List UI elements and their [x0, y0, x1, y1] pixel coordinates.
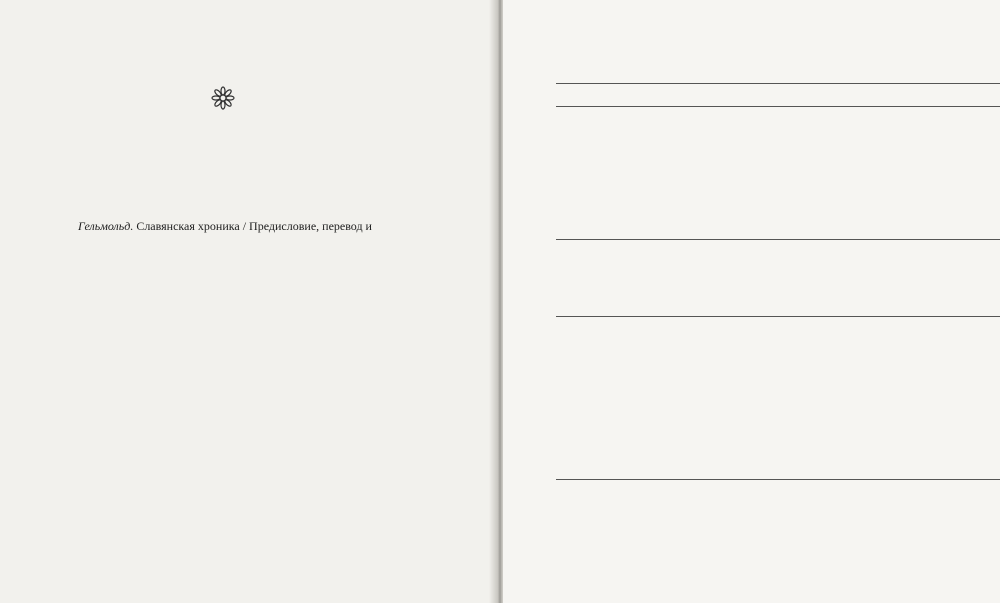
ornament-icon: [211, 86, 235, 110]
right-page: [503, 0, 1000, 603]
divider: [556, 239, 1000, 240]
source-line-1: Гельмольд. Славянская хроника / Предисловие, перевод и: [78, 219, 372, 233]
divider: [556, 316, 1000, 317]
divider: [556, 479, 1000, 480]
divider: [556, 106, 1000, 107]
divider: [556, 83, 1000, 84]
left-page: [0, 0, 497, 603]
